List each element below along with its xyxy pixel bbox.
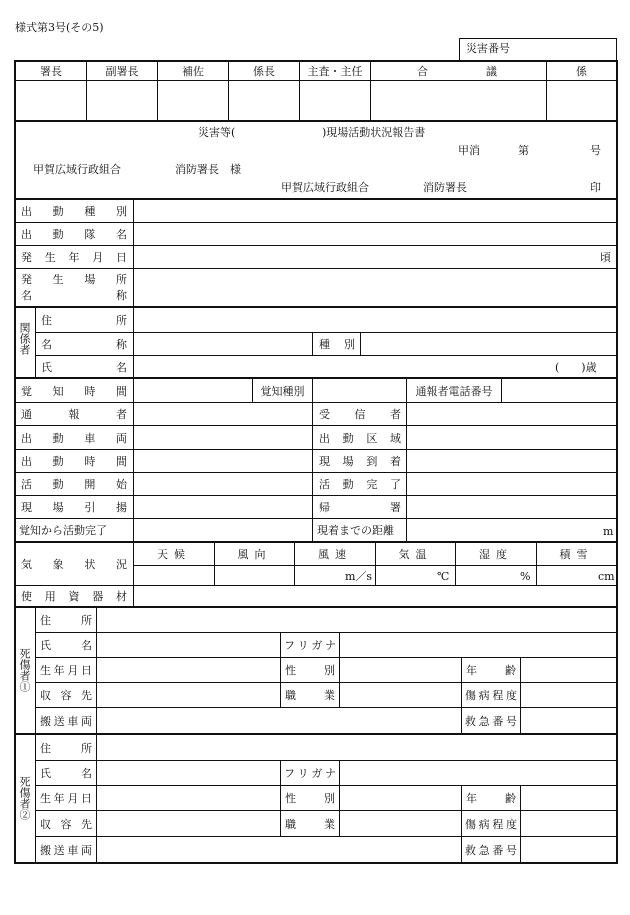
age-suffix: ( )歳 <box>555 361 597 374</box>
table-rule <box>616 60 618 864</box>
label-reporter: 通 報 者 <box>21 408 127 421</box>
label-activity-end: 活 動 完 了 <box>319 478 401 491</box>
unit-humidity: % <box>520 570 531 583</box>
label-reporter-phone: 通報者電話番号 <box>415 384 493 398</box>
c1-label-furigana: フ リ ガ ナ <box>284 639 336 652</box>
approval-header-consult-2: 議 <box>486 65 497 78</box>
label-place-line2: 名 称 <box>21 289 127 302</box>
label-related-address: 住 所 <box>41 314 127 327</box>
table-rule <box>520 786 521 862</box>
unit-snow: cm <box>598 570 615 583</box>
report-title: )現場活動状況報告書 <box>322 126 426 139</box>
label-weather: 気 象 状 況 <box>21 558 127 571</box>
unit-temperature: ℃ <box>437 570 450 583</box>
c2-label-dob: 生 年 月 日 <box>40 792 92 805</box>
c2-label-hospital: 収 容 先 <box>40 817 92 831</box>
doc-number-prefix: 甲消 <box>458 144 480 157</box>
table-rule <box>96 735 97 862</box>
label-place-line1: 発 生 場 所 <box>21 273 127 286</box>
table-rule <box>360 333 361 355</box>
table-rule <box>133 199 134 307</box>
sender-title: 消防署長 <box>423 181 467 194</box>
table-rule <box>312 333 313 355</box>
label-distance: 現着までの距離 <box>317 524 394 537</box>
c1-label-dob: 生 年 月 日 <box>40 664 92 677</box>
label-dispatch-unit: 出 動 隊 名 <box>21 228 127 241</box>
distance-unit: m <box>603 525 614 538</box>
c2-label-transport: 搬 送 車 両 <box>40 843 92 857</box>
label-receiver: 受 信 者 <box>319 408 401 421</box>
label-withdraw: 現 場 引 揚 <box>21 501 127 514</box>
table-rule <box>459 38 460 60</box>
weather-header-humidity: 湿度 <box>479 548 513 561</box>
c1-label-sex: 性 別 <box>285 664 335 677</box>
c1-label-age: 年 齢 <box>466 664 516 677</box>
c2-label-furigana: フ リ ガ ナ <box>284 767 336 780</box>
label-dispatch-time: 出 動 時 間 <box>21 455 127 468</box>
c2-label-age: 年 齢 <box>466 792 516 805</box>
c2-label-ems-number: 救 急 番 号 <box>465 843 517 857</box>
doc-number-mid: 第 <box>518 144 529 157</box>
label-activity-start: 活 動 開 始 <box>21 478 127 491</box>
c2-label-job: 職 業 <box>285 817 335 831</box>
label-occurrence-date: 発 生 年 月 日 <box>21 251 127 264</box>
weather-header-temperature: 気温 <box>398 548 433 561</box>
weather-header-snow: 積雪 <box>559 548 594 561</box>
report-title-prefix: 災害等( <box>198 126 236 139</box>
table-rule <box>133 307 134 378</box>
c1-label-ems-number: 救 急 番 号 <box>465 714 517 728</box>
weather-header-wind-speed: 風速 <box>318 548 352 561</box>
label-awareness-time: 覚 知 時 間 <box>21 384 127 398</box>
table-rule <box>35 607 36 734</box>
approval-header-section-chief: 係長 <box>253 65 275 78</box>
label-dispatch-vehicle: 出 動 車 両 <box>21 431 127 445</box>
c1-label-hospital: 収 容 先 <box>40 689 92 702</box>
label-related-name-org: 名 称 <box>41 338 127 351</box>
table-rule <box>14 606 618 608</box>
c1-label-address: 住 所 <box>40 614 92 627</box>
casualty-2-label: 死傷者② <box>18 776 31 820</box>
table-rule <box>35 307 36 378</box>
weather-header-wind-direction: 風向 <box>237 548 272 561</box>
table-rule <box>616 38 617 60</box>
sender-org: 甲賀広域行政組合 <box>281 181 369 194</box>
table-rule <box>339 760 340 836</box>
table-rule <box>461 786 462 862</box>
label-related-person: 氏 名 <box>41 360 127 374</box>
unit-wind-speed: m／s <box>345 570 373 583</box>
c2-label-address: 住 所 <box>40 742 92 755</box>
c2-label-name: 氏 名 <box>40 767 92 780</box>
c1-label-transport: 搬 送 車 両 <box>40 714 92 728</box>
label-awareness-to-end: 覚知から活動完了 <box>19 524 107 537</box>
c2-label-sex: 性 別 <box>285 792 335 805</box>
table-rule <box>14 862 618 864</box>
table-rule <box>35 836 617 837</box>
table-rule <box>35 735 36 862</box>
casualty-1-label: 死傷者① <box>18 648 31 692</box>
approval-header-assistant: 補佐 <box>182 65 204 78</box>
seal-mark: 印 <box>590 181 601 194</box>
table-rule <box>14 120 618 122</box>
table-rule <box>280 632 281 708</box>
label-arrival: 現 場 到 着 <box>319 455 401 468</box>
table-rule <box>280 760 281 836</box>
table-rule <box>461 658 462 734</box>
table-rule <box>339 632 340 708</box>
label-return: 帰 署 <box>319 501 401 514</box>
label-related-party: 関係者 <box>18 322 31 355</box>
label-equipment: 使 用 資 器 材 <box>21 590 127 603</box>
table-rule <box>14 60 16 864</box>
c1-label-job: 職 業 <box>285 689 335 702</box>
form-number: 様式第3号(その5) <box>15 21 104 34</box>
addressee-title: 消防署長 様 <box>175 163 241 176</box>
table-rule <box>459 38 617 39</box>
approval-header-consult-1: 合 <box>417 65 428 78</box>
table-rule <box>520 658 521 734</box>
label-dispatch-type: 出 動 種 別 <box>21 205 127 218</box>
disaster-number-label: 災害番号 <box>466 42 510 55</box>
doc-number-suffix: 号 <box>590 144 601 157</box>
label-related-type: 種 別 <box>319 338 355 351</box>
approval-header-officer: 主査・主任 <box>307 65 363 78</box>
addressee-org: 甲賀広域行政組合 <box>33 163 121 176</box>
table-rule <box>14 80 617 81</box>
approval-header-staff: 係 <box>576 65 587 78</box>
table-rule <box>14 733 618 735</box>
c1-label-name: 氏 名 <box>40 639 92 652</box>
label-dispatch-area: 出 動 区 域 <box>319 431 401 445</box>
approval-header-chief: 署長 <box>40 65 62 78</box>
table-rule <box>14 306 618 308</box>
c2-label-severity: 傷 病 程 度 <box>465 817 517 831</box>
table-rule <box>14 268 617 269</box>
approval-header-deputy-chief: 副署長 <box>105 65 139 78</box>
label-awareness-type: 覚知種別 <box>260 384 305 398</box>
c1-label-severity: 傷 病 程 度 <box>465 689 517 702</box>
table-rule <box>370 61 371 121</box>
date-suffix: 頃 <box>600 251 611 264</box>
weather-header-condition: 天候 <box>157 548 191 561</box>
table-rule <box>501 378 502 402</box>
table-rule <box>35 707 617 708</box>
table-rule <box>96 607 97 734</box>
